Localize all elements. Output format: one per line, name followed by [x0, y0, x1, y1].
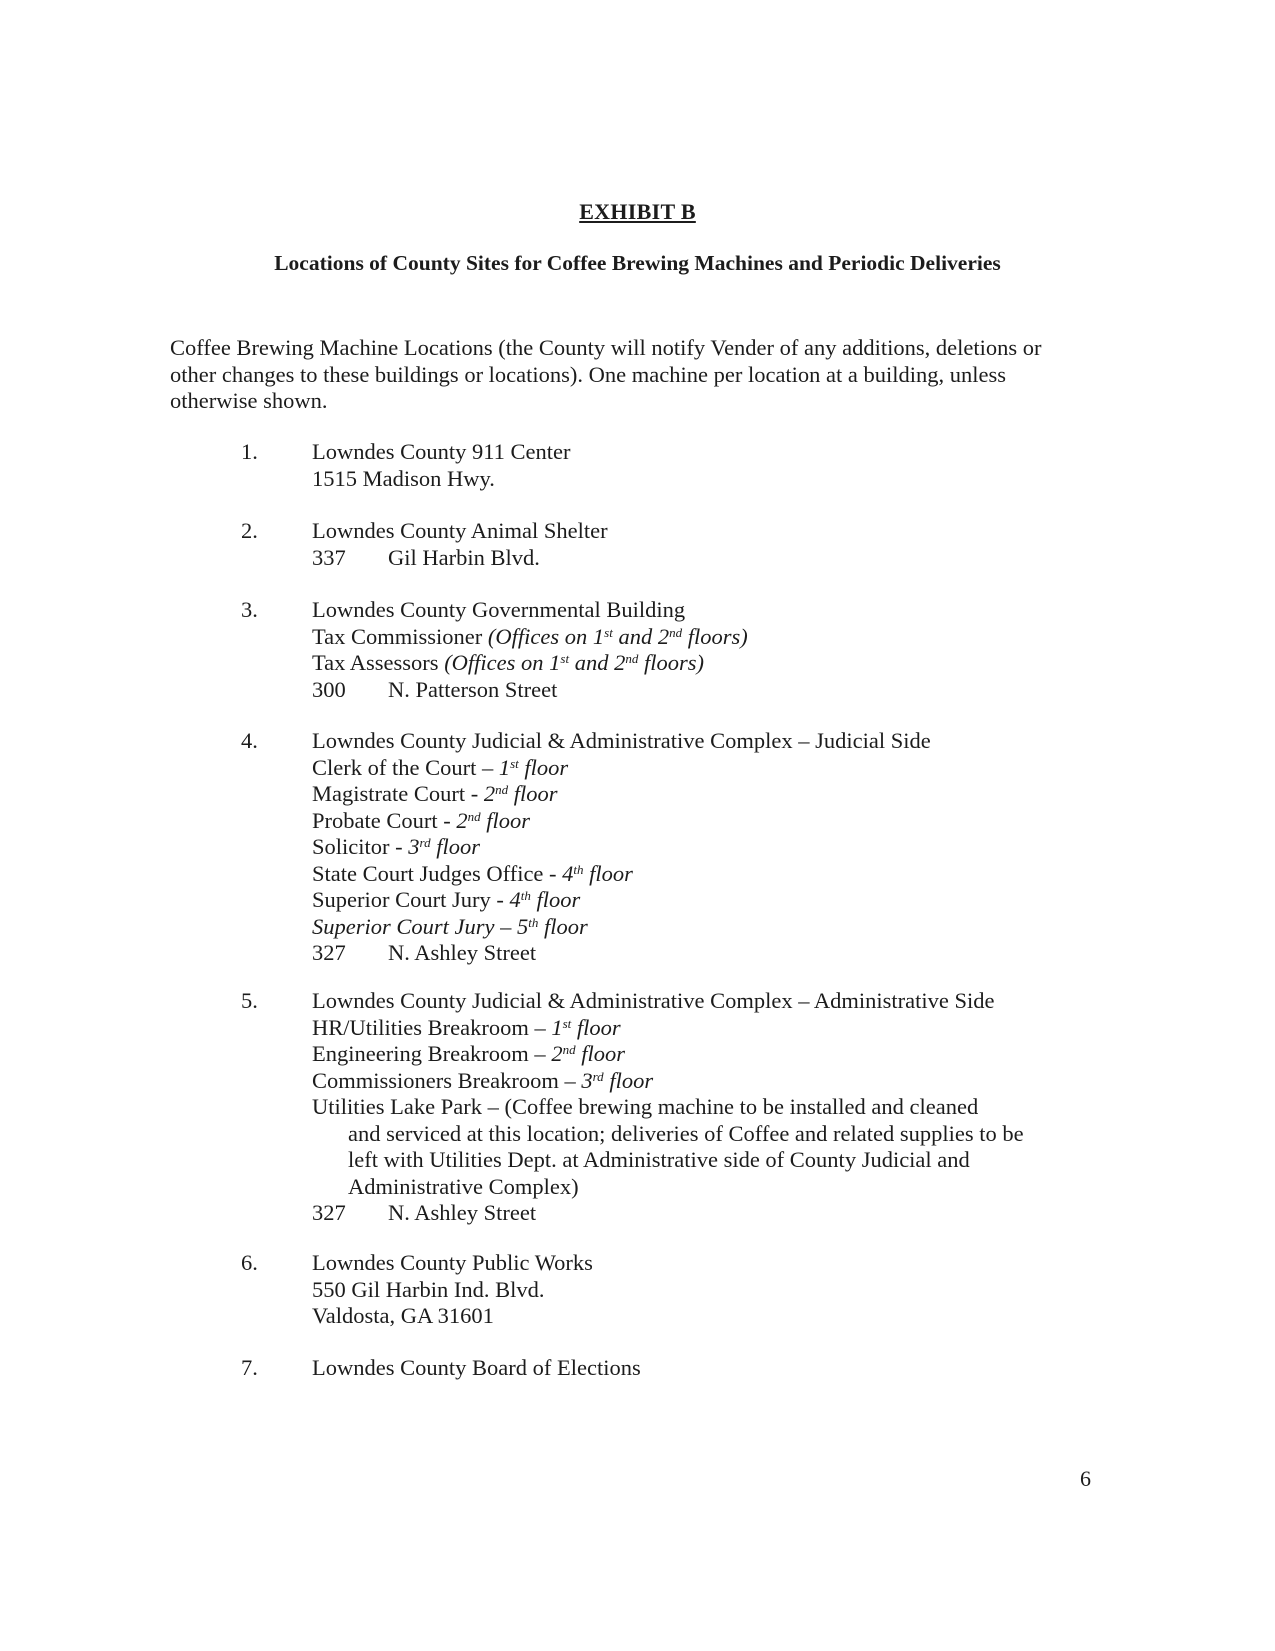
- location-name: Lowndes County 911 Center: [312, 439, 571, 464]
- location-item-7: [312, 1355, 641, 1382]
- exhibit-subtitle: Locations of County Sites for Coffee Brewing Machines and Periodic Deliveries: [274, 251, 1001, 275]
- location-item-1: [312, 439, 571, 492]
- office-line: Clerk of the Court – 1st floor: [312, 754, 569, 780]
- location-address: [312, 677, 748, 704]
- office-line: Superior Court Jury - 4th floor: [312, 887, 581, 912]
- item-number: 7.: [241, 1355, 258, 1380]
- street-number: 327: [312, 940, 346, 965]
- office-line: Commissioners Breakroom – 3rd floor: [312, 1067, 654, 1093]
- intro-line: other changes to these buildings or locations). One machine per location at a building, unless: [170, 361, 1007, 387]
- location-name: Lowndes County Judicial & Administrative Complex – Administrative Side: [312, 988, 995, 1013]
- office-line: Magistrate Court - 2nd floor: [312, 781, 558, 806]
- location-name: Lowndes County Governmental Building: [312, 597, 686, 622]
- office-line: Probate Court - 2nd floor: [312, 807, 530, 833]
- item-number: 4.: [241, 728, 258, 753]
- location-address: 550 Gil Harbin Ind. Blvd.: [312, 1276, 545, 1302]
- office-line: Solicitor - 3rd floor: [312, 834, 480, 859]
- street-number: 327: [312, 1200, 346, 1225]
- location-address: [312, 545, 608, 572]
- item-number: 5.: [241, 988, 258, 1013]
- location-item-5: [312, 988, 1024, 1227]
- location-name: Lowndes County Judicial & Administrative Complex – Judicial Side: [312, 728, 931, 753]
- item-number: 1.: [241, 439, 258, 464]
- location-item-2: [312, 518, 608, 571]
- utilities-note-line: left with Utilities Dept. at Administrative side of County Judicial and: [348, 1147, 970, 1172]
- street-name: N. Patterson Street: [388, 676, 558, 702]
- utilities-note-line: Administrative Complex): [348, 1173, 579, 1199]
- office-line: Engineering Breakroom – 2nd floor: [312, 1041, 625, 1066]
- location-item-6: [312, 1250, 593, 1330]
- intro-line: otherwise shown.: [170, 388, 328, 413]
- office-line: Tax Commissioner (Offices on 1st and 2nd floors): [312, 623, 748, 649]
- office-line: State Court Judges Office - 4th floor: [312, 860, 633, 886]
- item-number: 6.: [241, 1250, 258, 1275]
- office-line: Superior Court Jury – 5th floor: [312, 913, 588, 939]
- location-name: Lowndes County Board of Elections: [312, 1355, 641, 1380]
- intro-paragraph: [170, 335, 1110, 415]
- location-city: Valdosta, GA 31601: [312, 1303, 494, 1328]
- location-address: 1515 Madison Hwy.: [312, 465, 495, 491]
- utilities-note-line: Utilities Lake Park – (Coffee brewing machine to be installed and cleaned: [312, 1094, 979, 1119]
- location-name: Lowndes County Animal Shelter: [312, 518, 608, 543]
- item-number: 2.: [241, 518, 258, 543]
- location-item-3: [312, 597, 748, 703]
- location-address: [312, 1200, 1024, 1227]
- street-name: N. Ashley Street: [388, 1200, 537, 1225]
- item-number: 3.: [241, 597, 258, 622]
- street-number: 300: [312, 676, 346, 702]
- utilities-note-line: and serviced at this location; deliveries of Coffee and related supplies to be: [348, 1120, 1024, 1146]
- office-line: Tax Assessors (Offices on 1st and 2nd floors): [312, 650, 704, 675]
- location-item-4: [312, 728, 931, 967]
- intro-line: Coffee Brewing Machine Locations (the County will notify Vender of any additions, deletions or: [170, 335, 1042, 360]
- exhibit-title: EXHIBIT B: [579, 199, 696, 224]
- street-name: Gil Harbin Blvd.: [388, 544, 540, 570]
- page-number: 6: [1080, 1466, 1091, 1491]
- location-address: [312, 940, 931, 967]
- street-number: 337: [312, 544, 346, 570]
- office-line: HR/Utilities Breakroom – 1st floor: [312, 1014, 621, 1040]
- street-name: N. Ashley Street: [388, 940, 537, 965]
- location-name: Lowndes County Public Works: [312, 1250, 593, 1275]
